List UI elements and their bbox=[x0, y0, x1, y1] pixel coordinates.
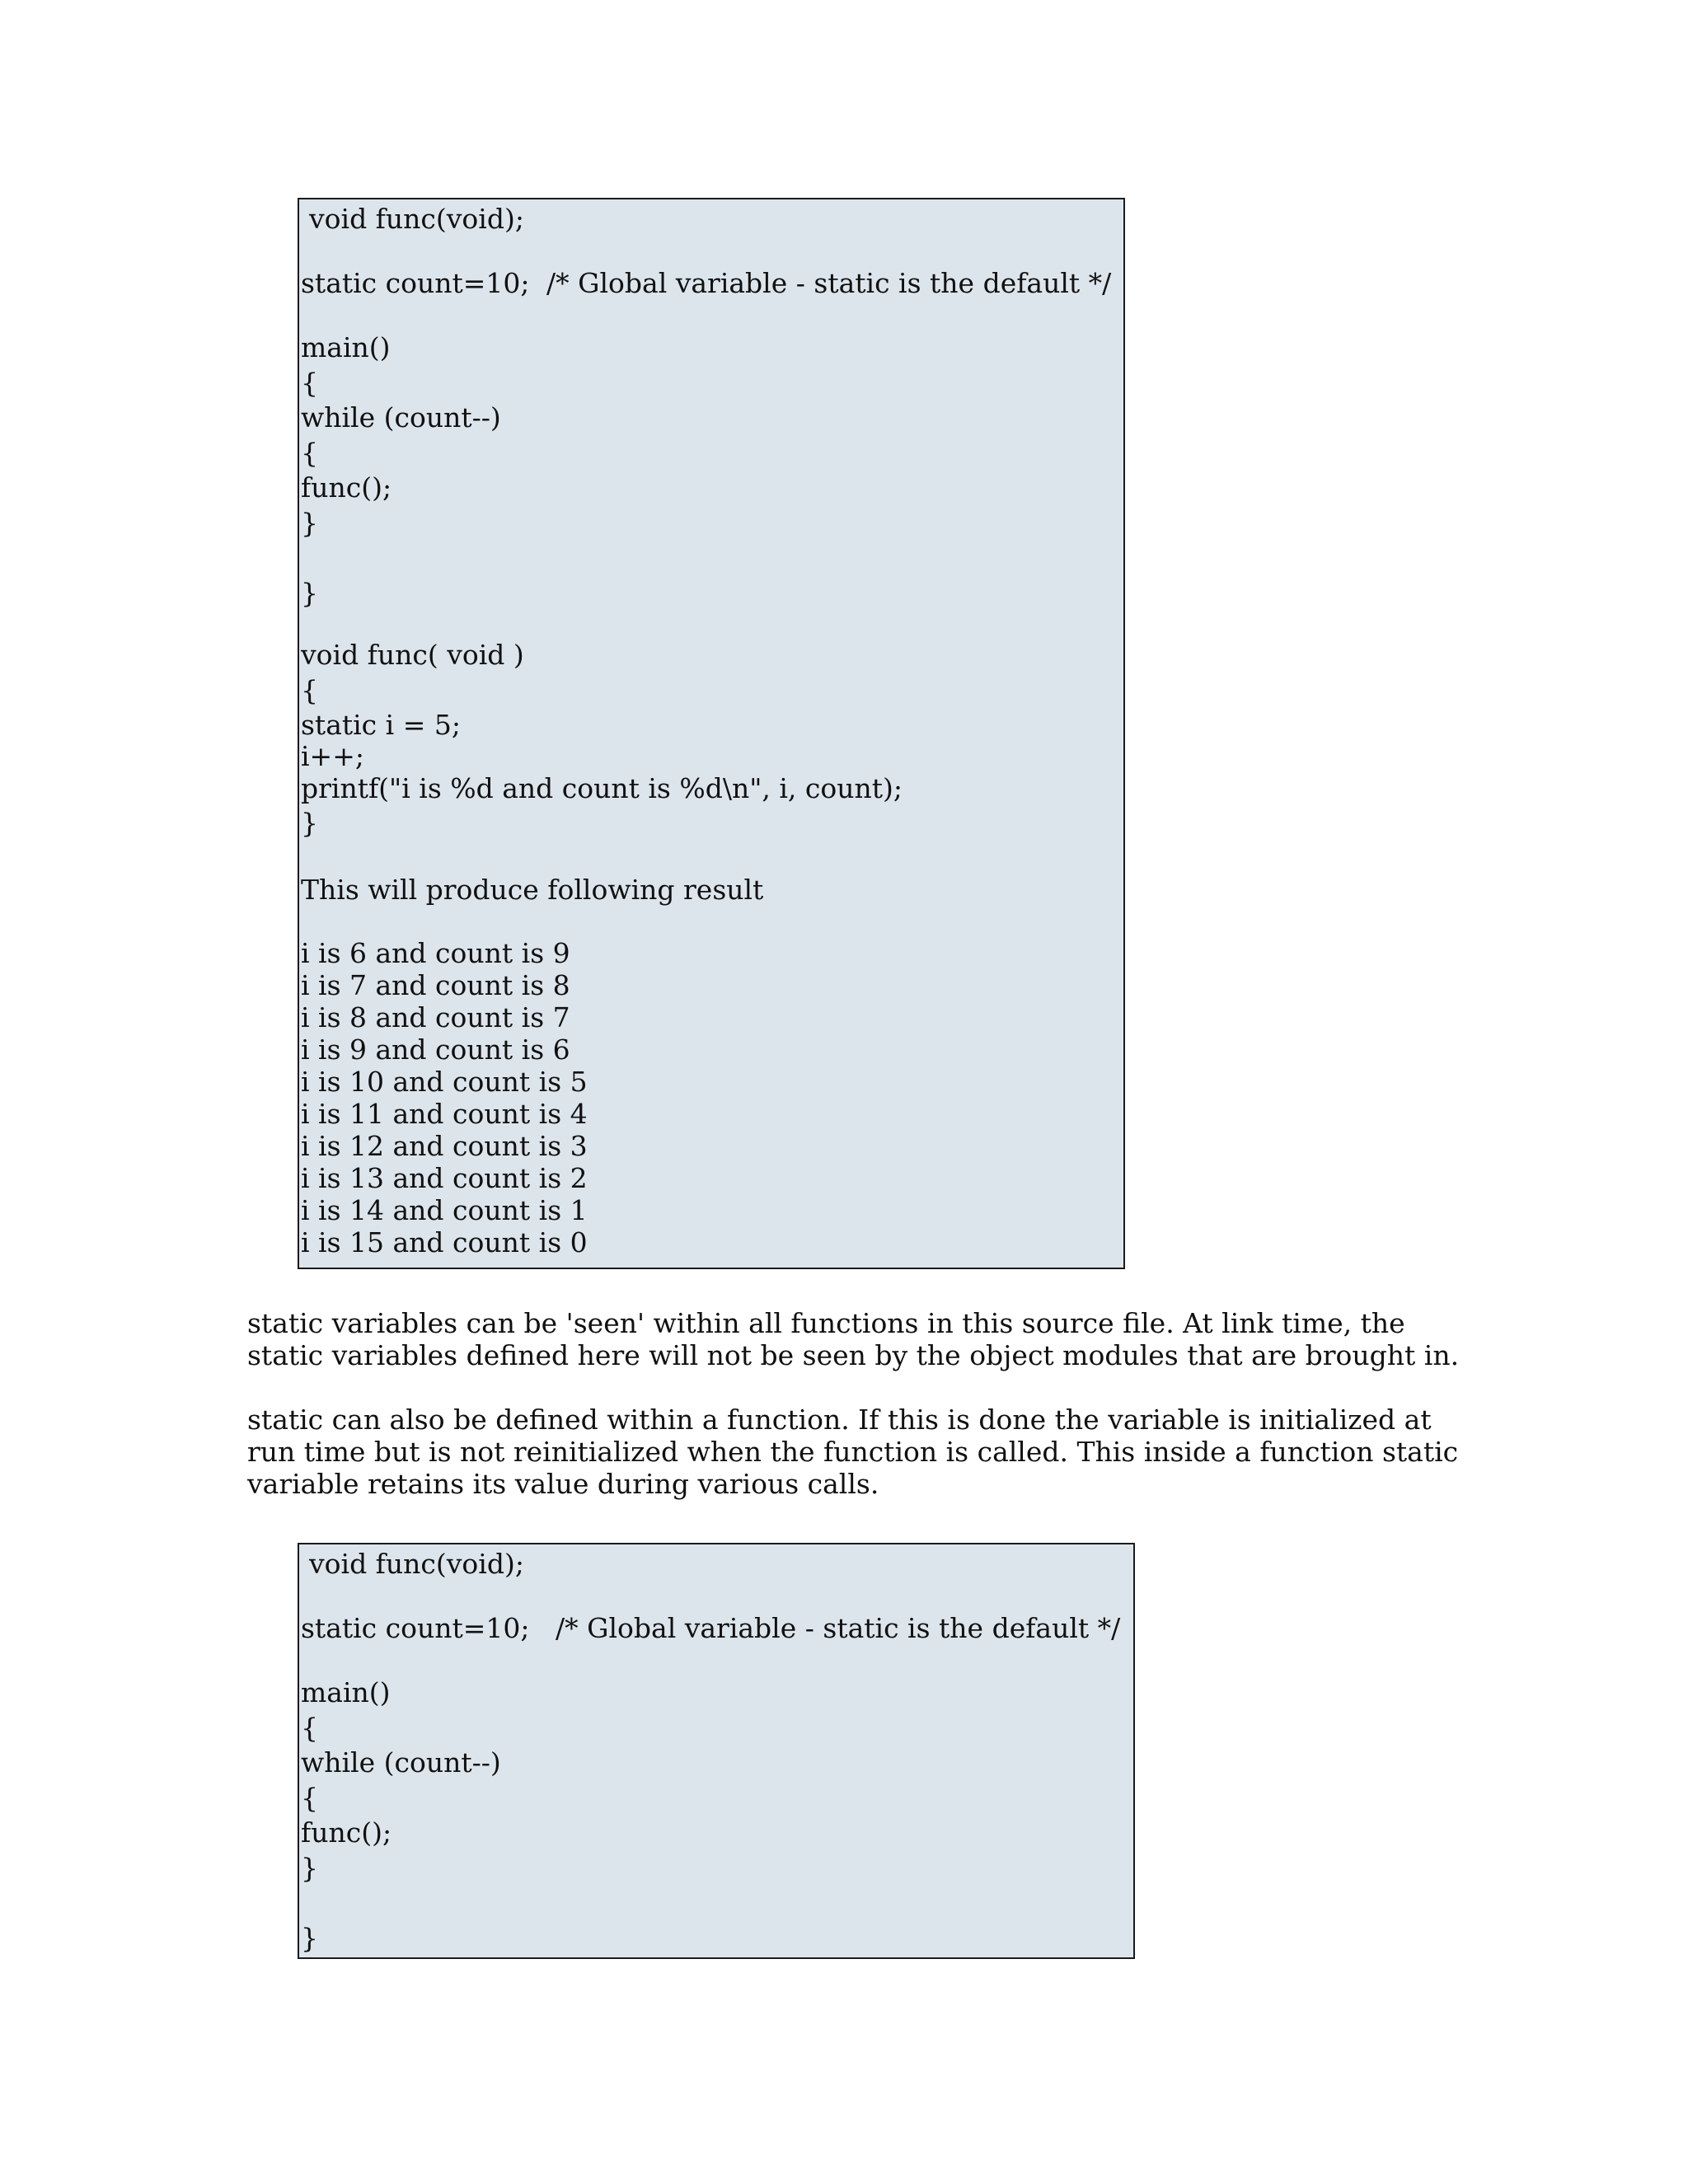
code-line: printf("i is %d and count is %d\n", i, count); bbox=[301, 772, 903, 804]
output-line: i is 9 and count is 6 bbox=[301, 1033, 570, 1066]
paragraph-2-line: variable retains its value during various calls. bbox=[247, 1468, 879, 1500]
paragraph-2-line: run time but is not reinitialized when the function is called. This inside a function static bbox=[247, 1436, 1459, 1468]
code-line: { bbox=[301, 437, 318, 469]
code-line: } bbox=[301, 807, 318, 839]
output-line: i is 8 and count is 7 bbox=[301, 1001, 570, 1033]
code-line: } bbox=[301, 577, 318, 609]
code-line: { bbox=[301, 367, 318, 399]
output-line: i is 14 and count is 1 bbox=[301, 1194, 588, 1226]
code-line: } bbox=[301, 1922, 318, 1954]
code-line: main() bbox=[301, 331, 391, 363]
code-block-1 bbox=[298, 198, 1125, 1269]
paragraph-1-line: static variables can be 'seen' within all functions in this source file. At link time, the bbox=[247, 1307, 1405, 1339]
paragraph-1-line: static variables defined here will not be seen by the object modules that are brought in. bbox=[247, 1339, 1460, 1371]
code-line: static i = 5; bbox=[301, 709, 461, 741]
code-line: { bbox=[301, 674, 318, 706]
result-heading: This will produce following result bbox=[301, 874, 764, 906]
output-line: i is 11 and count is 4 bbox=[301, 1098, 588, 1130]
output-line: i is 12 and count is 3 bbox=[301, 1130, 588, 1162]
code-line: main() bbox=[301, 1676, 391, 1708]
code-line: void func(void); bbox=[309, 203, 524, 235]
code-line: { bbox=[301, 1782, 318, 1814]
output-line: i is 7 and count is 8 bbox=[301, 969, 570, 1001]
code-block-2 bbox=[298, 1543, 1135, 1959]
output-line: i is 6 and count is 9 bbox=[301, 937, 570, 969]
code-comment: /* Global variable - static is the default */ bbox=[546, 267, 1112, 299]
code-line: void func(void); bbox=[309, 1548, 524, 1580]
output-line: i is 10 and count is 5 bbox=[301, 1066, 588, 1098]
code-line: static count=10; bbox=[301, 267, 530, 299]
code-line: } bbox=[301, 1852, 318, 1884]
code-line: static count=10; bbox=[301, 1612, 530, 1644]
code-line: func(); bbox=[301, 471, 392, 504]
output-line: i is 13 and count is 2 bbox=[301, 1162, 588, 1194]
code-comment: /* Global variable - static is the default */ bbox=[556, 1612, 1121, 1644]
output-line: i is 15 and count is 0 bbox=[301, 1226, 588, 1258]
code-line: i++; bbox=[301, 740, 364, 772]
paragraph-2-line: static can also be defined within a function. If this is done the variable is initialized at bbox=[247, 1404, 1432, 1436]
code-line: } bbox=[301, 507, 318, 539]
code-line: while (count--) bbox=[301, 1746, 501, 1779]
code-line: while (count--) bbox=[301, 401, 501, 434]
code-line: { bbox=[301, 1712, 318, 1744]
code-line: void func( void ) bbox=[301, 639, 524, 671]
code-line: func(); bbox=[301, 1816, 392, 1849]
